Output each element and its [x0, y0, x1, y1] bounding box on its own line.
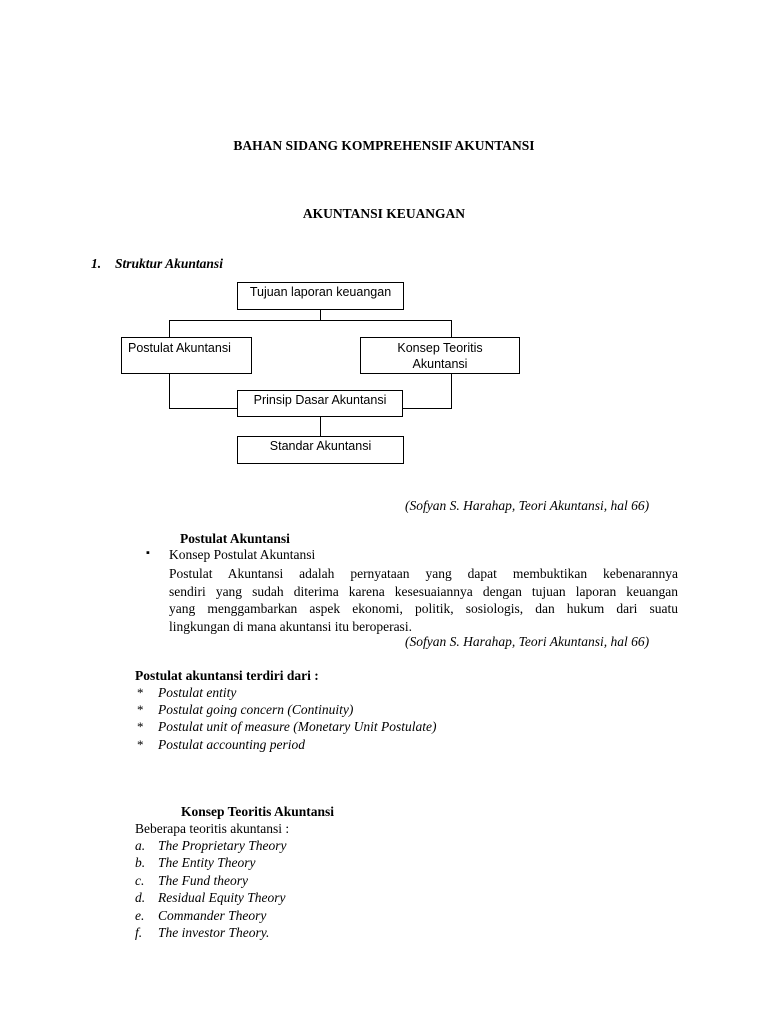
- list-marker: d.: [135, 890, 146, 905]
- list-marker: c.: [135, 873, 145, 888]
- box-postulat-label: Postulat Akuntansi: [128, 341, 231, 355]
- paragraph-line: yang menggambarkan aspek ekonomi, politik, sosiologis, dan hukum dari suatu: [169, 601, 678, 616]
- box-prinsip-label: Prinsip Dasar Akuntansi: [253, 393, 387, 407]
- list-item: Postulat unit of measure (Monetary Unit Postulate): [158, 719, 437, 734]
- paragraph-line: lingkungan di mana akuntansi itu beroperasi.: [169, 618, 412, 634]
- connector: [169, 320, 452, 321]
- list-item: The Entity Theory: [158, 855, 256, 870]
- box-tujuan-label: Tujuan laporan keuangan: [249, 285, 392, 299]
- connector: [320, 417, 321, 436]
- definition-paragraph: [169, 565, 678, 635]
- box-konsep-teoritis: [360, 337, 520, 374]
- paragraph-line: sendiri yang sudah diterima karena kesesuaiannya dengan tujuan laporan keuangan: [169, 583, 678, 599]
- connector: [451, 320, 452, 337]
- list-item: Residual Equity Theory: [158, 890, 286, 905]
- connector: [169, 374, 170, 409]
- list-item: Postulat entity: [158, 685, 237, 700]
- box-prinsip-dasar: [237, 390, 403, 417]
- box-konsep-label-1: Konsep Teoritis: [397, 340, 483, 355]
- list-heading: Postulat akuntansi terdiri dari :: [135, 668, 319, 683]
- bullet-marker: ▪: [146, 547, 150, 559]
- box-postulat-akuntansi: [121, 337, 252, 374]
- list-marker: b.: [135, 855, 146, 870]
- document-title: BAHAN SIDANG KOMPREHENSIF AKUNTANSI: [233, 138, 535, 153]
- connector: [169, 408, 237, 409]
- list-item: Postulat accounting period: [158, 737, 305, 752]
- list-item: The Proprietary Theory: [158, 838, 287, 853]
- connector: [320, 310, 321, 320]
- subsection-heading: Konsep Teoritis Akuntansi: [181, 804, 335, 819]
- section-heading: Struktur Akuntansi: [115, 256, 223, 271]
- list-item: Postulat going concern (Continuity): [158, 702, 354, 717]
- citation: (Sofyan S. Harahap, Teori Akuntansi, hal 66): [405, 634, 650, 649]
- list-marker: *: [137, 702, 144, 717]
- list-intro: Beberapa teoritis akuntansi :: [135, 821, 290, 836]
- list-marker: a.: [135, 838, 146, 853]
- list-item: The Fund theory: [158, 873, 248, 888]
- connector: [451, 374, 452, 409]
- list-item: Commander Theory: [158, 908, 267, 923]
- list-marker: *: [137, 719, 144, 734]
- subsection-heading: Postulat Akuntansi: [180, 531, 290, 546]
- connector: [403, 408, 452, 409]
- section-title: AKUNTANSI KEUANGAN: [302, 206, 466, 221]
- list-marker: *: [137, 737, 144, 752]
- bullet-label: Konsep Postulat Akuntansi: [169, 547, 316, 562]
- box-tujuan-laporan: [237, 282, 404, 310]
- connector: [169, 320, 170, 337]
- section-number: 1.: [91, 256, 102, 271]
- box-standar-akuntansi: [237, 436, 404, 464]
- list-marker: e.: [135, 908, 145, 923]
- box-standar-label: Standar Akuntansi: [269, 439, 372, 453]
- list-marker: f.: [135, 925, 143, 940]
- citation: (Sofyan S. Harahap, Teori Akuntansi, hal 66): [405, 498, 650, 513]
- list-marker: *: [137, 685, 144, 700]
- paragraph-line: Postulat Akuntansi adalah pernyataan yang dapat membuktikan kebenarannya: [169, 566, 678, 581]
- list-item: The investor Theory.: [158, 925, 270, 940]
- box-konsep-label-2: Akuntansi: [412, 356, 468, 371]
